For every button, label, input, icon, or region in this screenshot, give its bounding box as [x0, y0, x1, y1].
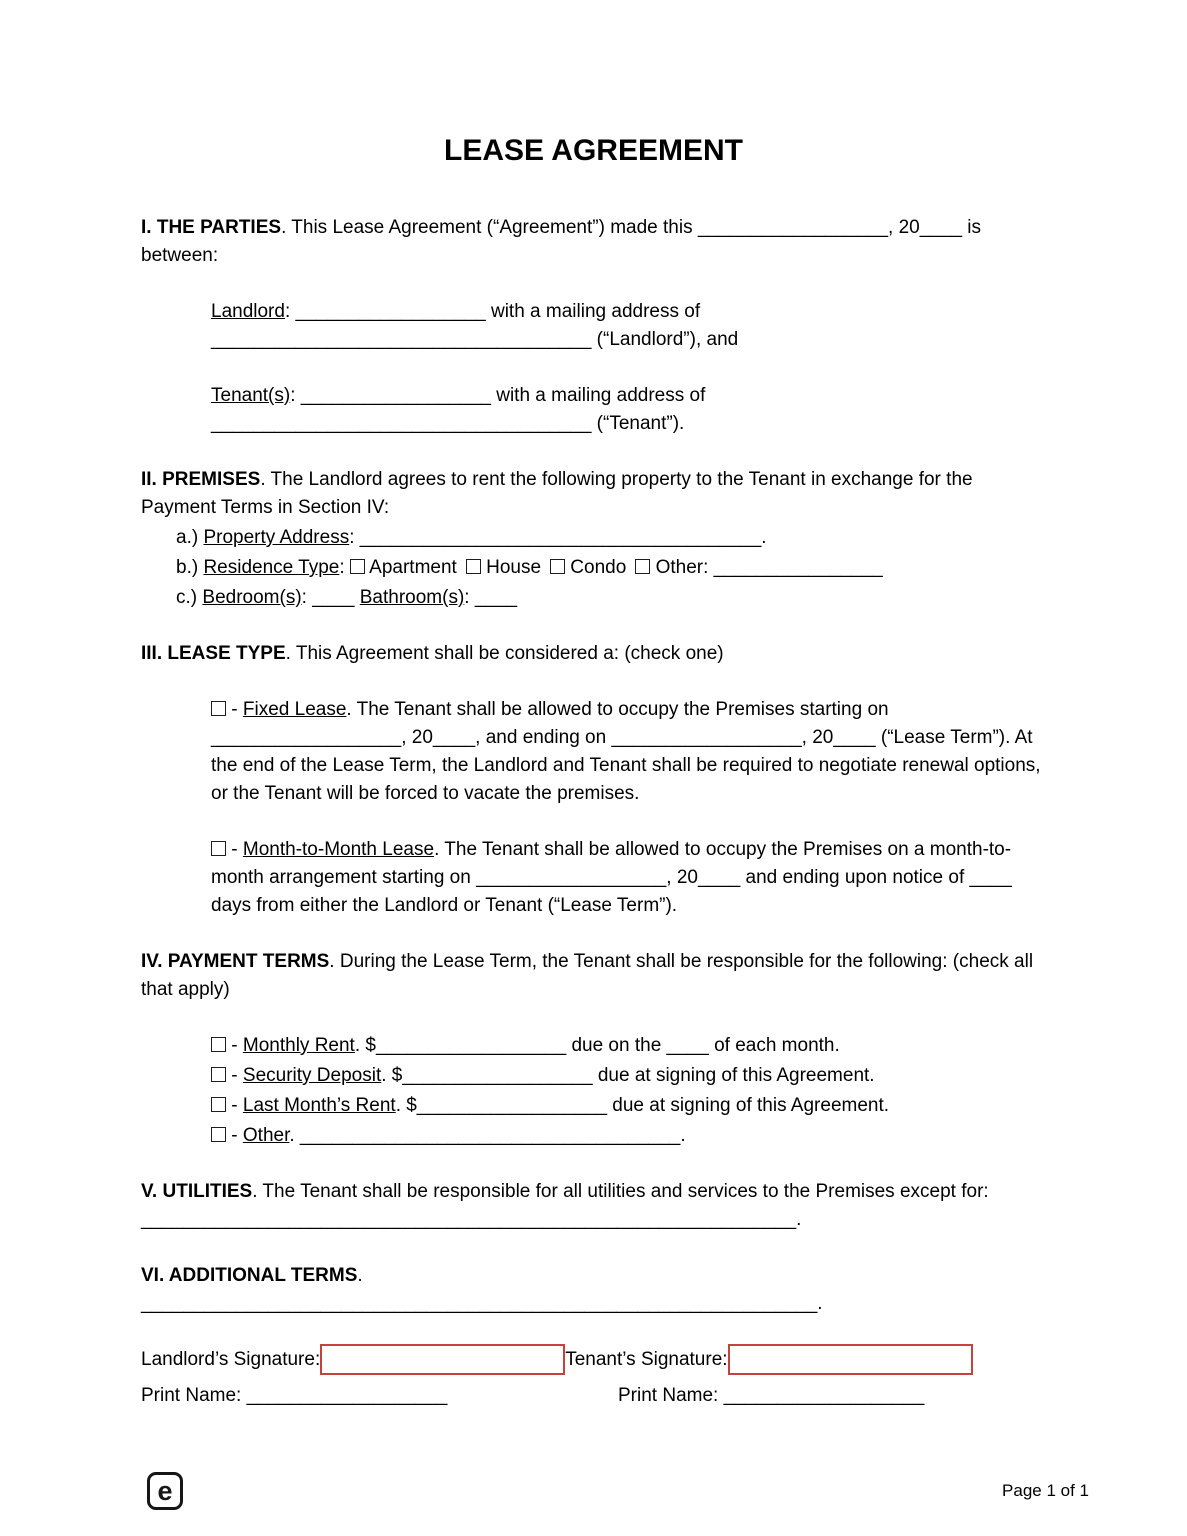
section-lease-type-paragraph	[141, 640, 1046, 668]
section-payment-terms-paragraph	[141, 948, 1046, 1004]
security-deposit-item	[211, 1062, 1046, 1090]
tenant-clause-text: : __________________ with a mailing address of ____________________________________ (“Tenant”).	[211, 385, 706, 434]
bedrooms-blank: : ____	[301, 587, 360, 608]
other-payment-separator: -	[226, 1125, 243, 1146]
property-address-label: Property Address	[203, 527, 350, 548]
monthly-rent-separator: -	[226, 1035, 243, 1056]
property-address-blank: : ______________________________________.	[349, 527, 767, 548]
signature-row	[141, 1344, 1046, 1375]
fixed-lease-text: . The Tenant shall be allowed to occupy the Premises starting on __________________, 20____, and ending on __________________, 20____ (“Lease Term”). At the end of the Lease Term, the Landlord and Tenant shall be required to negotiate renewal options, or the Tenant will be forced to vacate the premises.	[211, 699, 1041, 804]
security-deposit-checkbox[interactable]	[211, 1067, 226, 1082]
security-deposit-separator: -	[226, 1065, 243, 1086]
landlord-signature-field[interactable]	[320, 1344, 565, 1375]
other-payment-text: . ____________________________________.	[289, 1125, 686, 1146]
other-payment-checkbox[interactable]	[211, 1127, 226, 1142]
section-parties-heading: I. THE PARTIES	[141, 217, 282, 238]
fixed-lease-label: Fixed Lease	[242, 699, 347, 720]
property-address-prefix: a.)	[176, 527, 204, 548]
last-months-rent-label: Last Month’s Rent	[242, 1095, 396, 1116]
landlord-label: Landlord	[211, 301, 285, 322]
month-to-month-clause	[211, 836, 1046, 920]
bedrooms-label: Bedroom(s)	[202, 587, 302, 608]
last-months-rent-item	[211, 1092, 1046, 1120]
house-option-label: House	[486, 557, 542, 578]
security-deposit-label: Security Deposit	[242, 1065, 382, 1086]
eforms-logo-icon	[147, 1472, 183, 1510]
residence-type-colon: :	[339, 557, 350, 578]
section-additional-terms-paragraph	[141, 1262, 1046, 1318]
fixed-lease-checkbox[interactable]	[211, 701, 226, 716]
section-utilities-paragraph	[141, 1178, 1046, 1234]
section-premises-intro-text: . The Landlord agrees to rent the following property to the Tenant in exchange for the Payment Terms in Section IV:	[141, 469, 973, 518]
house-checkbox[interactable]	[466, 559, 481, 574]
other-residence-checkbox[interactable]	[635, 559, 650, 574]
monthly-rent-checkbox[interactable]	[211, 1037, 226, 1052]
monthly-rent-label: Monthly Rent	[242, 1035, 355, 1056]
eforms-logo-letter: e	[157, 1475, 173, 1506]
section-lease-type-intro-text: . This Agreement shall be considered a: (check one)	[285, 643, 724, 664]
page-number: Page 1 of 1	[1002, 1481, 1089, 1500]
landlord-print-name: Print Name: ___________________	[141, 1385, 448, 1406]
print-name-row	[141, 1382, 1046, 1410]
condo-checkbox[interactable]	[550, 559, 565, 574]
section-utilities-text: . The Tenant shall be responsible for all utilities and services to the Premises except for: ______________________________________________________________.	[141, 1181, 989, 1230]
landlord-clause	[211, 298, 1046, 354]
bathrooms-blank: : ____	[464, 587, 518, 608]
last-months-rent-checkbox[interactable]	[211, 1097, 226, 1112]
other-payment-label: Other	[242, 1125, 290, 1146]
rooms-prefix: c.)	[176, 587, 203, 608]
fixed-lease-clause	[211, 696, 1046, 808]
section-premises-heading: II. PREMISES	[141, 469, 261, 490]
month-to-month-checkbox[interactable]	[211, 841, 226, 856]
other-payment-item	[211, 1122, 1046, 1150]
monthly-rent-text: . $__________________ due on the ____ of each month.	[354, 1035, 840, 1056]
condo-option-label: Condo	[570, 557, 627, 578]
fixed-lease-separator: -	[226, 699, 243, 720]
residence-type-label: Residence Type	[203, 557, 340, 578]
last-months-rent-text: . $__________________ due at signing of this Agreement.	[395, 1095, 890, 1116]
section-lease-type-heading: III. LEASE TYPE	[141, 643, 286, 664]
other-residence-option-label: Other: ________________	[655, 557, 883, 578]
section-premises-paragraph	[141, 466, 1046, 522]
tenant-clause	[211, 382, 1046, 438]
page-footer	[147, 1472, 1089, 1510]
section-parties-intro-text: . This Lease Agreement (“Agreement”) made this __________________, 20____ is between:	[141, 217, 982, 266]
bathrooms-label: Bathroom(s)	[359, 587, 465, 608]
section-parties-paragraph	[141, 214, 1046, 270]
monthly-rent-item	[211, 1032, 1046, 1060]
tenant-label: Tenant(s)	[211, 385, 291, 406]
apartment-checkbox[interactable]	[350, 559, 365, 574]
section-payment-terms-intro-text: . During the Lease Term, the Tenant shall be responsible for the following: (check all that apply)	[141, 951, 1034, 1000]
landlord-signature-label: Landlord’s Signature:	[141, 1348, 321, 1370]
residence-type-line	[176, 554, 1046, 582]
apartment-option-label: Apartment	[369, 557, 457, 578]
month-to-month-separator: -	[226, 839, 243, 860]
document-content	[141, 134, 1046, 1410]
last-months-rent-separator: -	[226, 1095, 243, 1116]
tenant-print-name: Print Name: ___________________	[618, 1385, 925, 1406]
section-payment-terms-heading: IV. PAYMENT TERMS	[141, 951, 330, 972]
landlord-clause-text: : __________________ with a mailing address of ____________________________________ (“Landlord”), and	[211, 301, 739, 350]
property-address-line	[176, 524, 1046, 552]
tenant-signature-label: Tenant’s Signature:	[565, 1348, 728, 1370]
residence-type-prefix: b.)	[176, 557, 204, 578]
rooms-line	[176, 584, 1046, 612]
security-deposit-text: . $__________________ due at signing of this Agreement.	[381, 1065, 875, 1086]
section-additional-terms-text: . ________________________________________________________________.	[141, 1265, 823, 1314]
tenant-signature-field[interactable]	[728, 1344, 973, 1375]
document-title: LEASE AGREEMENT	[444, 134, 743, 167]
month-to-month-label: Month-to-Month Lease	[242, 839, 435, 860]
section-additional-terms-heading: VI. ADDITIONAL TERMS	[141, 1265, 358, 1286]
month-to-month-text: . The Tenant shall be allowed to occupy the Premises on a month-to-month arrangement starting on __________________, 20____ and ending upon notice of ____ days from either the Landlord or Tenant (“Lease Term”).	[211, 839, 1012, 916]
section-utilities-heading: V. UTILITIES	[141, 1181, 253, 1202]
